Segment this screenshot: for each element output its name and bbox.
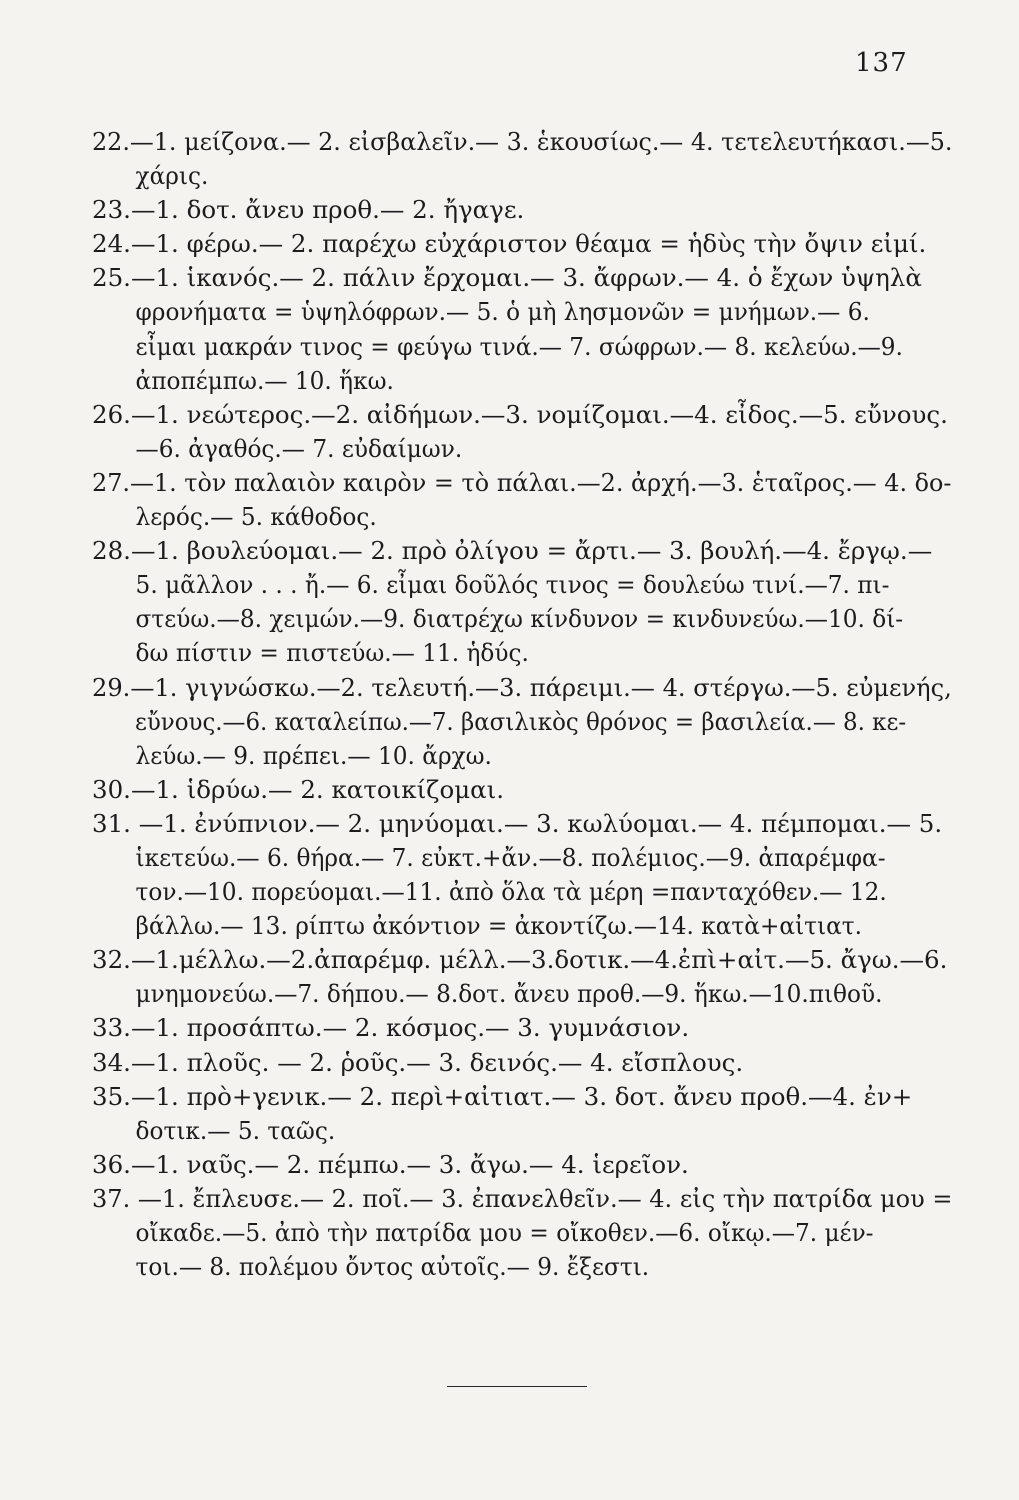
entry-line: 35.—1. πρὸ+γενικ.— 2. περὶ+αἰτιατ.— 3. δοτ. ἄνευ προθ.—4. ἐν+	[92, 1081, 913, 1111]
entry-28	[92, 534, 952, 670]
entry-line: ἀποπέμπω.— 10. ἥκω.	[135, 365, 394, 395]
entry-line: τον.—10. πορεύομαι.—11. ἀπὸ ὅλα τὰ μέρη =πανταχόθεν.— 12.	[135, 877, 887, 907]
entry-line: 28.—1. βουλεύομαι.— 2. πρὸ ὀλίγου = ἄρτι.— 3. βουλή.—4. ἔργῳ.—	[92, 536, 933, 566]
entry-line: δοτικ.— 5. ταῶς.	[135, 1115, 336, 1145]
entry-line: 22.—1. μείζονα.— 2. εἰσβαλεῖν.— 3. ἑκουσίως.— 4. τετελευτήκασι.—5.	[92, 127, 953, 156]
entry-line: 26.—1. νεώτερος.—2. αἰδήμων.—3. νομίζομαι.—4. εἶδος.—5. εὔνους.	[92, 399, 948, 429]
entry-34	[92, 1046, 952, 1080]
answer-list	[92, 125, 952, 1284]
entry-line: 36.—1. ναῦς.— 2. πέμπω.— 3. ἄγω.— 4. ἱερεῖον.	[92, 1149, 689, 1179]
entry-line: χάρις.	[135, 161, 209, 191]
entry-line: 32.—1.μέλλω.—2.ἀπαρέμφ. μέλλ.—3.δοτικ.—4.ἐπὶ+αἰτ.—5. ἄγω.—6.	[92, 945, 948, 975]
entry-line: 33.—1. προσάπτω.— 2. κόσμος.— 3. γυμνάσιον.	[92, 1013, 690, 1043]
entry-29	[92, 671, 952, 773]
entry-31	[92, 807, 952, 943]
entry-line: εὔνους.—6. καταλείπω.—7. βασιλικὸς θρόνος = βασιλεία.— 8. κε-	[135, 706, 907, 736]
entry-line: 23.—1. δοτ. ἄνευ προθ.— 2. ἤγαγε.	[92, 195, 525, 225]
entry-25	[92, 261, 952, 397]
entry-line: φρονήματα = ὑψηλόφρων.— 5. ὁ μὴ λησμονῶν = μνήμων.— 6.	[135, 297, 870, 327]
entry-32	[92, 943, 952, 1011]
entry-23	[92, 193, 952, 227]
entry-36	[92, 1148, 952, 1182]
entry-line: οἴκαδε.—5. ἀπὸ τὴν πατρίδα μου = οἴκοθεν.—6. οἴκῳ.—7. μέν-	[135, 1218, 874, 1247]
entry-line: 25.—1. ἱκανός.— 2. πάλιν ἔρχομαι.— 3. ἄφρων.— 4. ὁ ἔχων ὑψηλὰ	[92, 263, 922, 293]
entry-30	[92, 773, 952, 807]
section-divider	[447, 1386, 587, 1387]
entry-37	[92, 1182, 952, 1284]
entry-line: λερός.— 5. κάθοδος.	[135, 502, 377, 532]
entry-line: ἱκετεύω.— 6. θήρα.— 7. εὐκτ.+ἄν.—8. πολέμιος.—9. ἀπαρέμφα-	[135, 842, 886, 872]
entry-line: βάλλω.— 13. ρίπτω ἀκόντιον = ἀκοντίζω.—14. κατὰ+αἰτιατ.	[135, 911, 862, 941]
entry-line: 5. μᾶλλον . . . ἤ.— 6. εἶμαι δοῦλός τινος = δουλεύω τινί.—7. πι-	[135, 570, 890, 600]
entry-line: 29.—1. γιγνώσκω.—2. τελευτή.—3. πάρειμι.— 4. στέργω.—5. εὐμενής,	[92, 672, 952, 702]
entry-line: 24.—1. φέρω.— 2. παρέχω εὐχάριστον θέαμα = ἡδὺς τὴν ὄψιν εἰμί.	[92, 229, 927, 259]
entry-line: μνημονεύω.—7. δήπου.— 8.δοτ. ἄνευ προθ.—9. ἥκω.—10.πιθοῦ.	[135, 979, 883, 1009]
entry-line: 37. —1. ἔπλευσε.— 2. ποῖ.— 3. ἐπανελθεῖν.— 4. εἰς τὴν πατρίδα μου =	[92, 1183, 953, 1213]
page-number: 137	[855, 48, 908, 78]
entry-line: 31. —1. ἐνύπνιον.— 2. μηνύομαι.— 3. κωλύομαι.— 4. πέμπομαι.— 5.	[92, 808, 943, 838]
entry-line: στεύω.—8. χειμών.—9. διατρέχω κίνδυνον = κινδυνεύω.—10. δί-	[135, 604, 904, 634]
entry-line: τοι.— 8. πολέμου ὄντος αὐτοῖς.— 9. ἔξεστι.	[135, 1252, 650, 1282]
entry-line: λεύω.— 9. πρέπει.— 10. ἄρχω.	[135, 740, 492, 770]
entry-line: —6. ἀγαθός.— 7. εὐδαίμων.	[135, 433, 463, 463]
entry-line: δω πίστιν = πιστεύω.— 11. ἡδύς.	[135, 638, 529, 668]
entry-26	[92, 398, 952, 466]
entry-27	[92, 466, 952, 534]
entry-33	[92, 1011, 952, 1045]
entry-24	[92, 227, 952, 261]
entry-line: 34.—1. πλοῦς. — 2. ῥοῦς.— 3. δεινός.— 4. εἴσπλους.	[92, 1047, 744, 1077]
entry-line: 27.—1. τὸν παλαιὸν καιρὸν = τὸ πάλαι.—2. ἀρχή.—3. ἑταῖρος.— 4. δο-	[92, 467, 952, 497]
entry-22	[92, 125, 952, 193]
entry-line: 30.—1. ἱδρύω.— 2. κατοικίζομαι.	[92, 774, 505, 804]
entry-35	[92, 1080, 952, 1148]
entry-line: εἶμαι μακράν τινος = φεύγω τινά.— 7. σώφρων.— 8. κελεύω.—9.	[135, 331, 903, 361]
